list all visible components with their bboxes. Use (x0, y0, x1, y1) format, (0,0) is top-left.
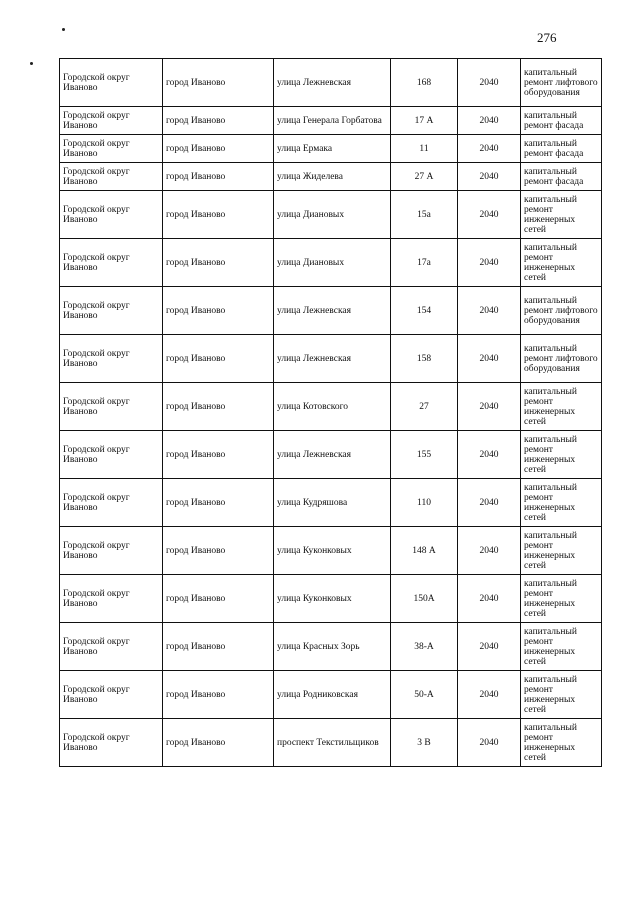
table-row (60, 383, 602, 431)
cell-house-number: 17 А (391, 107, 458, 135)
scan-speck (62, 28, 65, 31)
cell-municipality: Городской округ Иваново (60, 479, 163, 527)
cell-locality: город Иваново (163, 671, 274, 719)
cell-locality: город Иваново (163, 287, 274, 335)
table-row (60, 479, 602, 527)
cell-municipality: Городской округ Иваново (60, 239, 163, 287)
cell-work-type: капитальный ремонт инженерных сетей (521, 671, 602, 719)
cell-house-number: 168 (391, 59, 458, 107)
cell-work-type: капитальный ремонт лифтового оборудования (521, 287, 602, 335)
cell-planned-year: 2040 (458, 527, 521, 575)
cell-municipality: Городской округ Иваново (60, 287, 163, 335)
cell-planned-year: 2040 (458, 191, 521, 239)
cell-house-number: 148 А (391, 527, 458, 575)
cell-work-type: капитальный ремонт инженерных сетей (521, 479, 602, 527)
cell-street: улица Красных Зорь (274, 623, 391, 671)
table-row (60, 671, 602, 719)
cell-locality: город Иваново (163, 479, 274, 527)
cell-municipality: Городской округ Иваново (60, 431, 163, 479)
cell-locality: город Иваново (163, 59, 274, 107)
cell-locality: город Иваново (163, 527, 274, 575)
cell-planned-year: 2040 (458, 135, 521, 163)
cell-municipality: Городской округ Иваново (60, 383, 163, 431)
cell-house-number: 50-А (391, 671, 458, 719)
cell-locality: город Иваново (163, 191, 274, 239)
cell-locality: город Иваново (163, 719, 274, 767)
table-row (60, 431, 602, 479)
cell-planned-year: 2040 (458, 575, 521, 623)
cell-municipality: Городской округ Иваново (60, 191, 163, 239)
cell-house-number: 158 (391, 335, 458, 383)
cell-locality: город Иваново (163, 383, 274, 431)
cell-planned-year: 2040 (458, 163, 521, 191)
table-row (60, 59, 602, 107)
cell-planned-year: 2040 (458, 59, 521, 107)
cell-municipality: Городской округ Иваново (60, 135, 163, 163)
cell-locality: город Иваново (163, 431, 274, 479)
cell-municipality: Городской округ Иваново (60, 163, 163, 191)
cell-street: улица Кудряшова (274, 479, 391, 527)
table-row (60, 575, 602, 623)
cell-house-number: 11 (391, 135, 458, 163)
cell-house-number: 17а (391, 239, 458, 287)
cell-planned-year: 2040 (458, 479, 521, 527)
table-row (60, 239, 602, 287)
cell-work-type: капитальный ремонт инженерных сетей (521, 719, 602, 767)
cell-house-number: 27 А (391, 163, 458, 191)
cell-planned-year: 2040 (458, 719, 521, 767)
page-number: 276 (537, 30, 557, 45)
cell-municipality: Городской округ Иваново (60, 59, 163, 107)
cell-locality: город Иваново (163, 335, 274, 383)
cell-street: улица Куконковых (274, 575, 391, 623)
cell-work-type: капитальный ремонт инженерных сетей (521, 191, 602, 239)
cell-street: улица Котовского (274, 383, 391, 431)
scan-speck (30, 62, 33, 65)
cell-street: улица Лежневская (274, 335, 391, 383)
cell-work-type: капитальный ремонт инженерных сетей (521, 623, 602, 671)
cell-street: улица Куконковых (274, 527, 391, 575)
cell-house-number: 27 (391, 383, 458, 431)
cell-planned-year: 2040 (458, 287, 521, 335)
table-row (60, 163, 602, 191)
table-body (60, 59, 602, 767)
cell-house-number: 38-А (391, 623, 458, 671)
cell-municipality: Городской округ Иваново (60, 719, 163, 767)
cell-street: улица Ермака (274, 135, 391, 163)
cell-work-type: капитальный ремонт инженерных сетей (521, 575, 602, 623)
cell-planned-year: 2040 (458, 335, 521, 383)
table-row (60, 527, 602, 575)
table-row (60, 719, 602, 767)
cell-locality: город Иваново (163, 239, 274, 287)
cell-work-type: капитальный ремонт инженерных сетей (521, 239, 602, 287)
cell-municipality: Городской округ Иваново (60, 575, 163, 623)
cell-locality: город Иваново (163, 623, 274, 671)
table-row (60, 107, 602, 135)
cell-locality: город Иваново (163, 135, 274, 163)
cell-planned-year: 2040 (458, 107, 521, 135)
cell-work-type: капитальный ремонт инженерных сетей (521, 431, 602, 479)
cell-locality: город Иваново (163, 163, 274, 191)
cell-municipality: Городской округ Иваново (60, 107, 163, 135)
cell-house-number: 15а (391, 191, 458, 239)
cell-house-number: 154 (391, 287, 458, 335)
cell-municipality: Городской округ Иваново (60, 623, 163, 671)
cell-work-type: капитальный ремонт лифтового оборудования (521, 59, 602, 107)
cell-work-type: капитальный ремонт фасада (521, 107, 602, 135)
cell-planned-year: 2040 (458, 239, 521, 287)
table-row (60, 623, 602, 671)
cell-municipality: Городской округ Иваново (60, 671, 163, 719)
cell-work-type: капитальный ремонт фасада (521, 163, 602, 191)
cell-locality: город Иваново (163, 575, 274, 623)
cell-municipality: Городской округ Иваново (60, 335, 163, 383)
cell-house-number: 110 (391, 479, 458, 527)
cell-work-type: капитальный ремонт лифтового оборудования (521, 335, 602, 383)
table-row (60, 135, 602, 163)
cell-street: улица Лежневская (274, 287, 391, 335)
table-row (60, 287, 602, 335)
cell-planned-year: 2040 (458, 431, 521, 479)
cell-planned-year: 2040 (458, 671, 521, 719)
cell-house-number: 155 (391, 431, 458, 479)
cell-house-number: 150А (391, 575, 458, 623)
cell-street: улица Лежневская (274, 431, 391, 479)
cell-street: улица Генерала Горбатова (274, 107, 391, 135)
cell-street: улица Лежневская (274, 59, 391, 107)
cell-work-type: капитальный ремонт инженерных сетей (521, 527, 602, 575)
cell-street: проспект Текстильщиков (274, 719, 391, 767)
repair-schedule-table (59, 58, 602, 767)
cell-house-number: 3 В (391, 719, 458, 767)
cell-street: улица Диановых (274, 191, 391, 239)
cell-planned-year: 2040 (458, 623, 521, 671)
cell-street: улица Родниковская (274, 671, 391, 719)
cell-work-type: капитальный ремонт инженерных сетей (521, 383, 602, 431)
cell-work-type: капитальный ремонт фасада (521, 135, 602, 163)
cell-street: улица Диановых (274, 239, 391, 287)
cell-municipality: Городской округ Иваново (60, 527, 163, 575)
table-row (60, 191, 602, 239)
cell-locality: город Иваново (163, 107, 274, 135)
table-row (60, 335, 602, 383)
cell-planned-year: 2040 (458, 383, 521, 431)
cell-street: улица Жиделева (274, 163, 391, 191)
